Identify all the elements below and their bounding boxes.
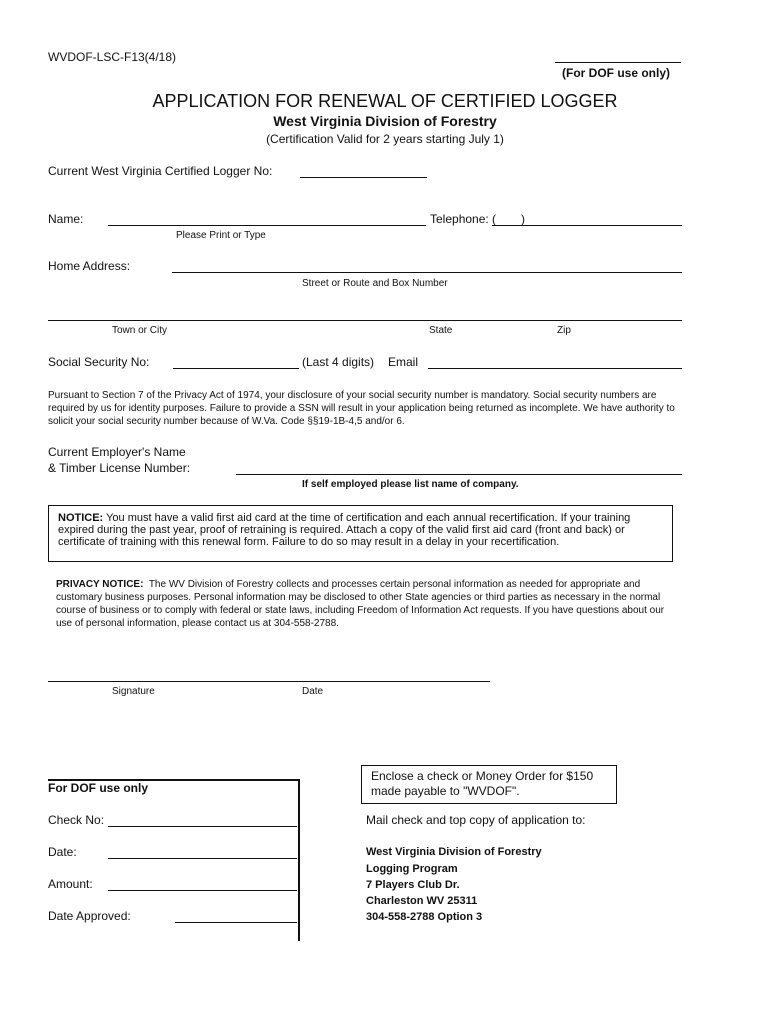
town-state-zip-field[interactable] (48, 320, 682, 321)
notice-label: NOTICE: (58, 512, 104, 524)
privacy-act-text: Pursuant to Section 7 of the Privacy Act of 1974, your disclosure of your social security number is mandatory. Social security numbers are required by us for identity purposes. Failure to provide a SSN will result in your application being returned as incomplete. We have authority to solicit your social security number because of W.Va. Code §§19-1B-4,5 and/or 6. (48, 390, 675, 427)
signature-date-label: Date (302, 686, 324, 697)
name-label: Name: (48, 212, 84, 226)
dof-date-field[interactable] (108, 858, 297, 859)
mail-to-label: Mail check and top copy of application to: (366, 813, 586, 827)
dof-date-label: Date: (48, 845, 77, 859)
address-line-5: 304-558-2788 Option 3 (366, 911, 483, 923)
email-label: Email (388, 355, 419, 369)
telephone-paren-open: ( (492, 212, 496, 226)
date-approved-field[interactable] (175, 922, 297, 923)
logger-no-label: Current West Virginia Certified Logger No: (48, 164, 273, 178)
employer-label-2: & Timber License Number: (48, 461, 191, 475)
dof-use-line (555, 62, 681, 63)
logger-no-field[interactable] (300, 177, 427, 178)
telephone-field[interactable] (492, 225, 682, 226)
enclose-line-1: Enclose a check or Money Order for $150 (371, 769, 594, 783)
street-hint: Street or Route and Box Number (302, 278, 448, 289)
page-title: APPLICATION FOR RENEWAL OF CERTIFIED LOGGER (152, 91, 618, 111)
amount-field[interactable] (108, 890, 297, 891)
address-line-4: Charleston WV 25311 (366, 895, 478, 907)
dof-box-title: For DOF use only (48, 781, 149, 795)
notice-text (58, 512, 664, 548)
telephone-paren-close: ) (521, 212, 525, 226)
check-no-label: Check No: (48, 813, 105, 827)
employer-label-1: Current Employer's Name (48, 445, 186, 459)
payment-box (361, 765, 617, 804)
signature-label: Signature (112, 686, 155, 697)
validity-note: (Certification Valid for 2 years starting July 1) (266, 132, 504, 146)
employer-field[interactable] (236, 474, 682, 475)
agency-name: West Virginia Division of Forestry (273, 113, 497, 129)
street-field[interactable] (172, 272, 682, 273)
ssn-hint: (Last 4 digits) (302, 355, 375, 369)
ssn-label: Social Security No: (48, 355, 150, 369)
address-line-1: West Virginia Division of Forestry (366, 846, 542, 858)
employer-hint: If self employed please list name of company. (302, 479, 519, 490)
signature-line[interactable] (48, 681, 490, 682)
privacy-notice-label: PRIVACY NOTICE: (56, 579, 144, 590)
zip-hint: Zip (557, 325, 571, 336)
email-field[interactable] (428, 368, 682, 369)
state-hint: State (429, 325, 453, 336)
name-field[interactable] (108, 225, 426, 226)
address-line-3: 7 Players Club Dr. (366, 879, 460, 891)
town-hint: Town or City (112, 325, 168, 336)
dof-use-label: (For DOF use only) (562, 66, 670, 80)
telephone-label: Telephone: (430, 212, 489, 226)
enclose-line-2: made payable to "WVDOF". (371, 784, 520, 798)
privacy-notice (56, 578, 666, 630)
home-address-label: Home Address: (48, 259, 131, 273)
name-hint: Please Print or Type (176, 230, 266, 241)
notice-box (48, 505, 673, 562)
privacy-notice-body: The WV Division of Forestry collects and processes certain personal information as needed for appropriate and customary business purposes. Personal information may be disclosed to other State agencies or third parties as necessary in the normal course of business or to comply with federal or state laws, including Freedom of Information Act requests. If you have questions about our use of personal information, please contact us at 304-558-2788. (56, 579, 665, 629)
notice-body: You must have a valid first aid card at the time of certification and each annual recertification. If your training expired during the past year, proof of retraining is required. Attach a copy of the valid first aid card (front and back) or certificate of training with this renewal form. Failure to do so may result in a delay in your recertification. (58, 512, 631, 548)
address-line-2: Logging Program (366, 863, 458, 875)
form-code: WVDOF-LSC-F13(4/18) (48, 50, 177, 64)
dof-box-right-border (298, 779, 300, 941)
check-no-field[interactable] (108, 826, 297, 827)
ssn-field[interactable] (173, 368, 299, 369)
date-approved-label: Date Approved: (48, 909, 131, 923)
amount-label: Amount: (48, 877, 93, 891)
